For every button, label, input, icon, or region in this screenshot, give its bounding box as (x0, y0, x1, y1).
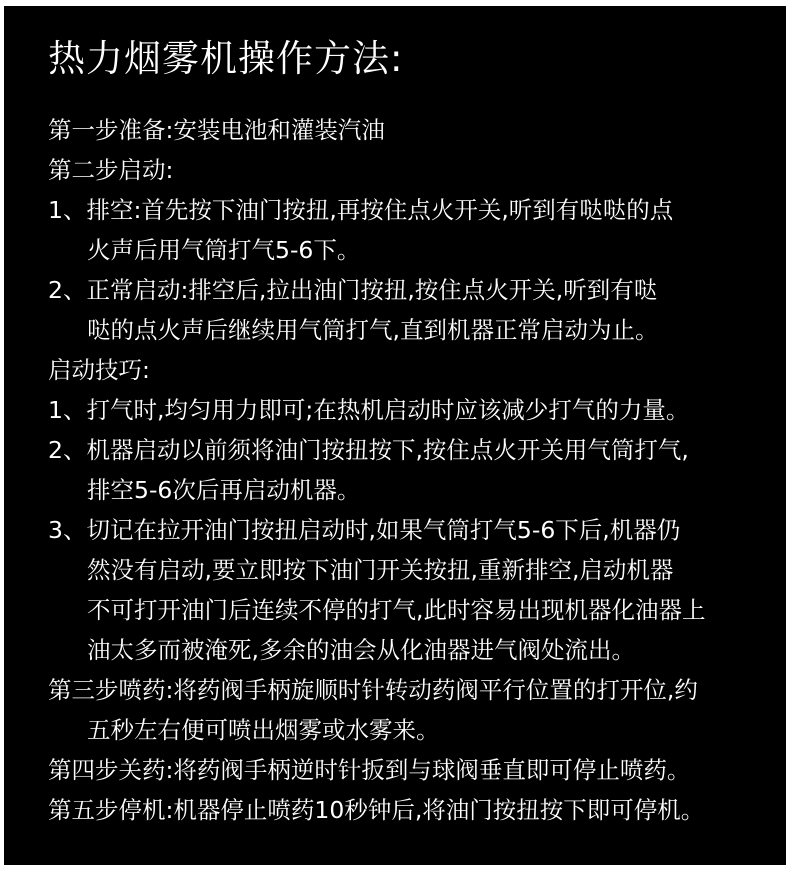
line-step5-stop: 第五步停机:机器停止喷药10秒钟后,将油门按扭按下即可停机。 (48, 796, 705, 824)
line-step3-spray-cont: 五秒左右便可喷出烟雾或水雾来。 (87, 716, 440, 744)
page-title: 热力烟雾机操作方法: (48, 37, 404, 80)
line-start-item1: 1、排空:首先按下油门按扭,再按住点火开关,听到有哒哒的点 (48, 196, 674, 224)
line-start-item2-cont: 哒的点火声后继续用气筒打气,直到机器正常启动为止。 (87, 316, 659, 344)
line-tip3-cont1: 然没有启动,要立即按下油门开关按扭,重新排空,启动机器 (87, 556, 674, 584)
line-step4-close: 第四步关药:将药阀手柄逆时针扳到与球阀垂直即可停止喷药。 (48, 756, 691, 784)
line-step2-start: 第二步启动: (48, 156, 174, 184)
line-tip3-cont2: 不可打开油门后连续不停的打气,此时容易出现机器化油器上 (87, 596, 706, 624)
line-tip3: 3、切记在拉开油门按扭启动时,如果气筒打气5-6下后,机器仍 (48, 516, 681, 544)
line-start-item1-cont: 火声后用气筒打气5-6下。 (87, 236, 361, 264)
line-tip1: 1、打气时,均匀用力即可;在热机启动时应该减少打气的力量。 (48, 396, 690, 424)
instruction-body (48, 110, 768, 830)
line-tip2: 2、机器启动以前须将油门按扭按下,按住点火开关用气筒打气, (48, 436, 689, 464)
line-tip2-cont: 排空5-6次后再启动机器。 (87, 476, 361, 504)
line-start-item2: 2、正常启动:排空后,拉出油门按扭,按住点火开关,听到有哒 (48, 276, 658, 304)
instruction-panel (4, 6, 786, 865)
line-tip3-cont3: 油太多而被淹死,多余的油会从化油器进气阀处流出。 (87, 636, 635, 664)
line-step3-spray: 第三步喷药:将药阀手柄旋顺时针转动药阀平行位置的打开位,约 (48, 676, 698, 704)
line-step1-prepare: 第一步准备:安装电池和灌装汽油 (48, 116, 385, 144)
line-tips-heading: 启动技巧: (48, 356, 150, 384)
